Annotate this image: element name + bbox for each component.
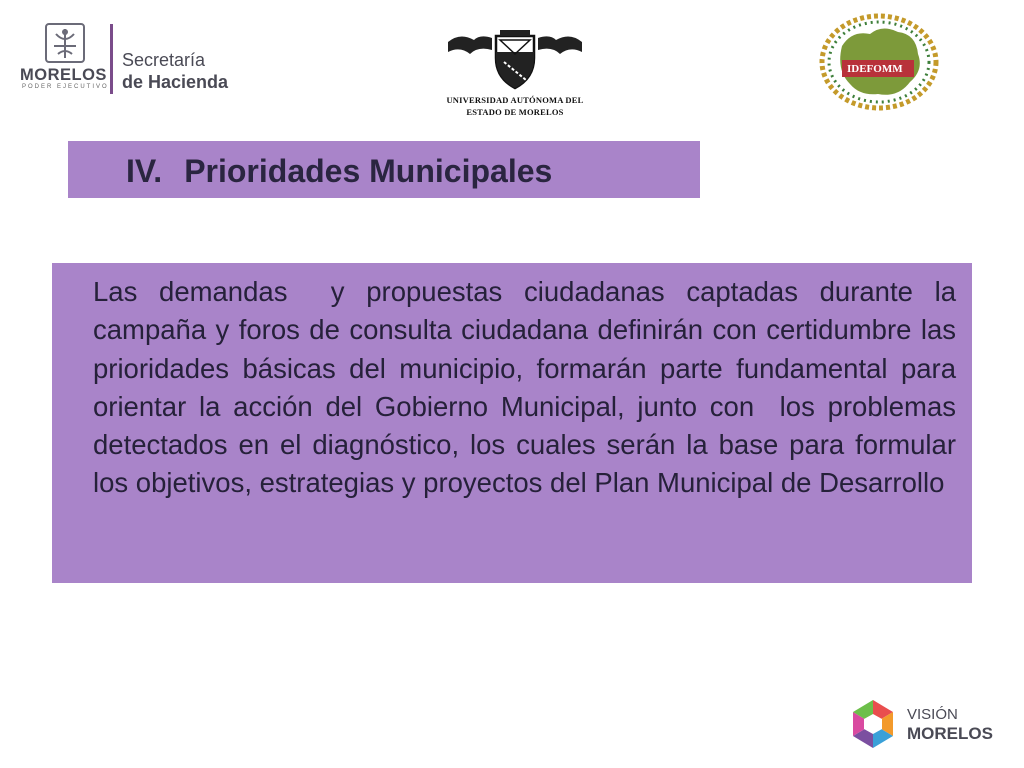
idefomm-label: IDEFOMM [847, 63, 903, 75]
section-number: IV. [126, 153, 163, 189]
uaem-crest-icon [440, 28, 590, 92]
vision-morelos-logo [843, 694, 1003, 754]
vision-line1: VISIÓN [907, 706, 958, 723]
morelos-wordmark: MORELOS [20, 66, 107, 84]
idefomm-emblem-icon [818, 12, 940, 112]
body-paragraph: Las demandas y propuestas ciudadanas captadas durante la campaña y foros de consulta ciudadana definirán con certidumbre las prioridades básicas del municipio, formarán parte fundamental para orientar la acción del Gobierno Municipal, junto con los problemas detectados en el diagnóstico, los cuales serán la base para formular los objetivos, estrategias y proyectos del Plan Municipal de Desarrollo [93, 276, 964, 499]
vision-hexagon-icon [843, 694, 903, 754]
section-title [126, 153, 552, 190]
logo-divider [110, 24, 113, 94]
dept-name-line1: Secretaría [122, 50, 206, 70]
morelos-shield-icon [44, 22, 86, 64]
uaem-name-line2: ESTADO DE MORELOS [466, 107, 564, 117]
uaem-name-line1: UNIVERSIDAD AUTÓNOMA DEL [446, 95, 584, 105]
morelos-subtitle: PODER EJECUTIVO [22, 84, 109, 90]
vision-line2: MORELOS [907, 724, 993, 743]
morelos-hacienda-logo [18, 22, 248, 94]
section-title-band [68, 141, 700, 198]
uaem-logo [440, 28, 590, 120]
idefomm-logo [818, 12, 940, 112]
body-text-box [52, 263, 972, 583]
dept-name-line2: de Hacienda [122, 72, 229, 92]
section-title-text: Prioridades Municipales [184, 153, 553, 189]
